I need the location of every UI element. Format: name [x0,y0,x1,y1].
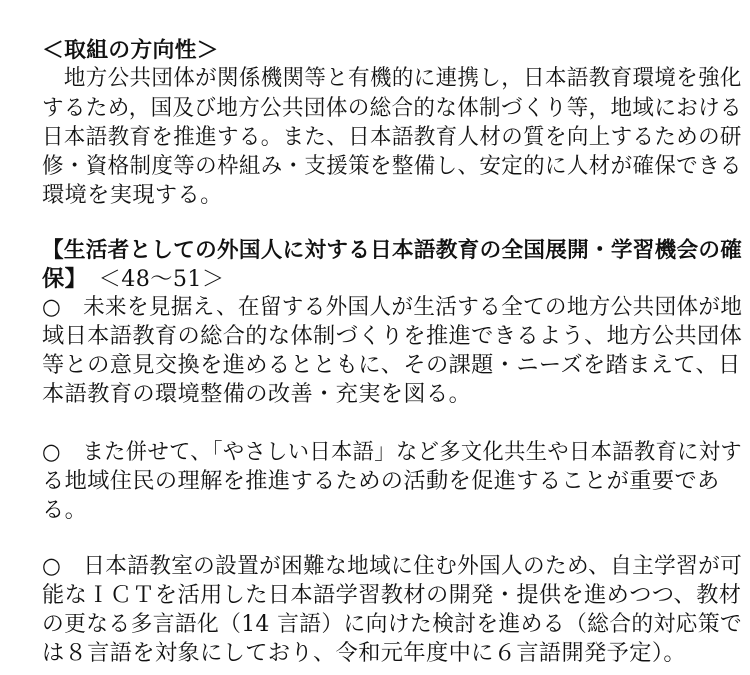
bullet-line: の更なる多言語化（14 言語）に向けた検討を進める（総合的対応策で [42,611,743,637]
bullet-line: ○ また併せて、「やさしい日本語」など多文化共生や日本語教育に対す [42,439,743,465]
bullet-line: 能なＩＣＴを活用した日本語学習教材の開発・提供を進めつつ、教材 [42,582,742,608]
section-heading: ＜取組の方向性＞ [42,38,219,63]
paragraph-reference: ＜48～51＞ [76,266,225,292]
subsection-title-line [42,264,225,294]
subsection-title-line: 【生活者としての外国人に対する日本語教育の全国展開・学習機会の確 [42,238,743,263]
intro-line: するため，国及び地方公共団体の総合的な体制づくり等，地域における [42,95,742,121]
intro-line: 地方公共団体が関係機関等と有機的に連携し，日本語教育環境を強化 [42,65,742,91]
bullet-line: は８言語を対象にしており、令和元年度中に６言語開発予定）。 [42,640,686,666]
bullet-line: 等との意見交換を進めるとともに、その課題・ニーズを踏まえて、日 [42,352,741,378]
bullet-line: 本語教育の環境整備の改善・充実を図る。 [42,381,472,407]
bullet-line: 域日本語教育の総合的な体制づくりを推進できるよう、地方公共団体 [42,323,743,349]
intro-line: 日本語教育を推進する。また、日本語教育人材の質を向上するための研 [42,124,742,150]
bullet-line: ○ 日本語教室の設置が困難な地域に住む外国人のため、自主学習が可 [42,553,743,579]
intro-line: 環境を実現する。 [42,182,223,208]
bullet-line: る地域住民の理解を推進するための活動を促進することが重要であ [42,468,720,494]
bullet-line: ○ 未来を見据え、在留する外国人が生活する全ての地方公共団体が地 [42,294,743,320]
bullet-line: る。 [42,497,88,523]
subsection-title-end: 保】 [42,266,77,292]
intro-line: 修・資格制度等の枠組み・支援策を整備し、安定的に人材が確保できる [42,153,742,179]
